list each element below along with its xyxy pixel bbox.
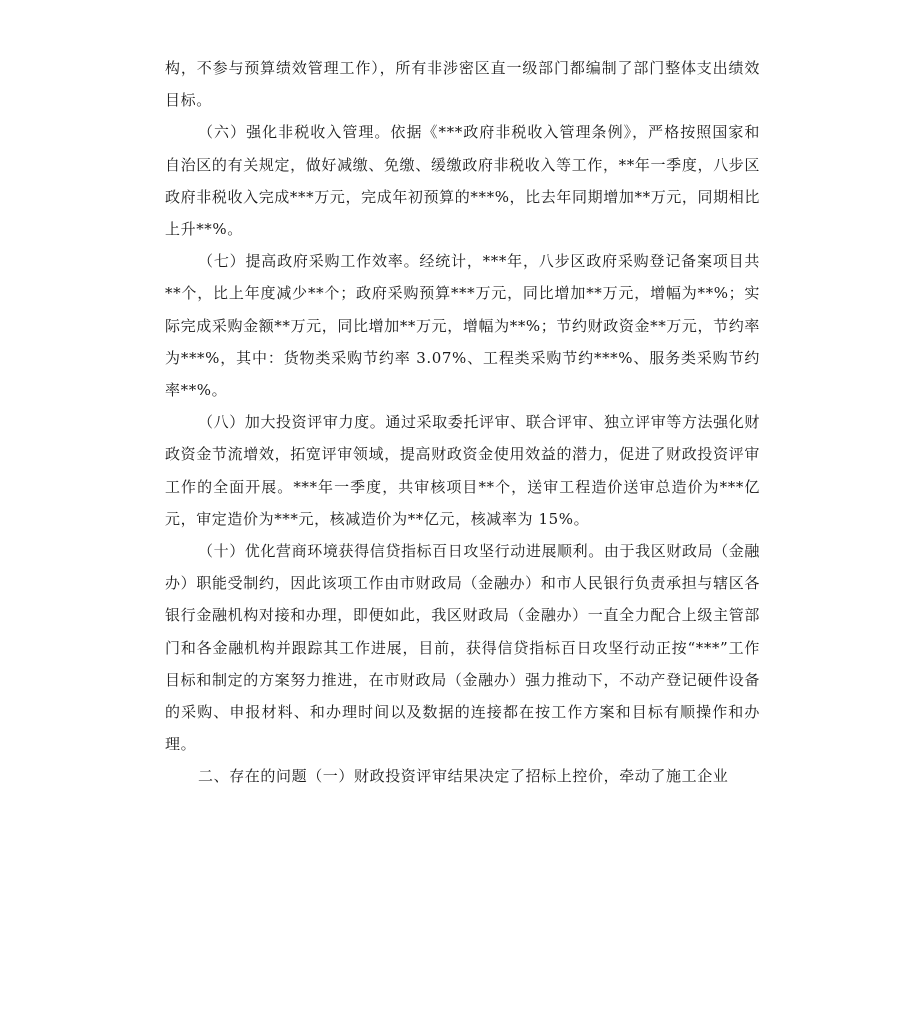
paragraph-continuation: 构，不参与预算绩效管理工作），所有非涉密区直一级部门都编制了部门整体支出绩效目标。 [165, 59, 760, 110]
document-body [165, 52, 760, 793]
paragraph-business-environment: （十）优化营商环境获得信贷指标百日攻坚行动进展顺利。由于我区财政局（金融办）职能受制约，因此该项工作由市财政局（金融办）和市人民银行负责承担与辖区各银行金融机构对接和办理，即便如此，我区财政局（金融办）一直全力配合上级主管部门和各金融机构并跟踪其工作进展，目前，获得信贷指标百日攻坚行动正按“***”工作目标和制定的方案努力推进，在市财政局（金融办）强力推动下，不动产登记硬件设备的采购、申报材料、和办理时间以及数据的连接都在按工作方案和目标有顺操作和办理。 [165, 542, 760, 754]
paragraph-existing-problems: 二、存在的问题（一）财政投资评审结果决定了招标上控价，牵动了施工企业 [198, 767, 729, 786]
paragraph-government-procurement: （七）提高政府采购工作效率。经统计，***年，八步区政府采购登记备案项目共**个，比上年度减少**个；政府采购预算***万元，同比增加**万元，增幅为**%；实际完成采购金额**万元，同比增加**万元，增幅为**%；节约财政资金**万元，节约率为***%，其中：货物类采购节约率 3.07%、工程类采购节约***%、服务类采购节约率**%。 [165, 252, 760, 400]
paragraph-investment-review: （八）加大投资评审力度。通过采取委托评审、联合评审、独立评审等方法强化财政资金节流增效，拓宽评审领域，提高财政资金使用效益的潜力，促进了财政投资评审工作的全面开展。***年一季度，共审核项目**个，送审工程造价送审总造价为***亿元，审定造价为***元，核减造价为**亿元，核减率为 15%。 [165, 413, 760, 528]
paragraph-non-tax-revenue: （六）强化非税收入管理。依据《***政府非税收入管理条例》，严格按照国家和自治区的有关规定，做好减缴、免缴、缓缴政府非税收入等工作，**年一季度，八步区政府非税收入完成***万元，完成年初预算的***%，比去年同期增加**万元，同期相比上升**%。 [165, 123, 760, 239]
